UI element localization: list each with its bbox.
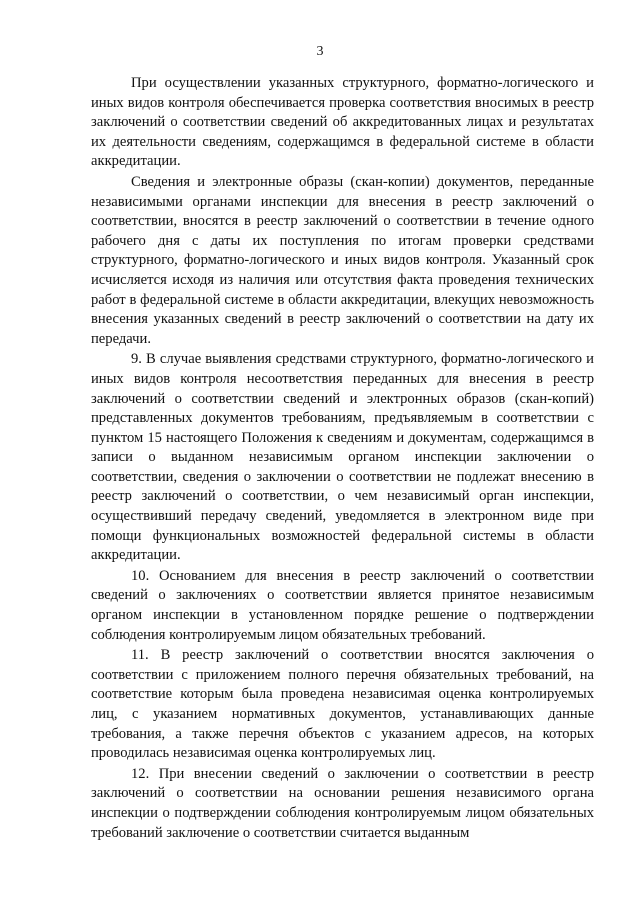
paragraph-clause-9: 9. В случае выявления средствами структурного, форматно-логического и иных видов контроля несоответствия переданных для внесения в реестр заключений о соответствии сведений и электронных образов (скан-копий) представленных документов требованиям, предъявляемым в соответствии с пунктом 15 настоящего Положения к сведениям и документам, содержащимся в записи о выданном независимым органом инспекции заключении о соответствии, сведения о заключении о соответствии не подлежат внесению в реестр заключений о соответствии, о чем независимый орган инспекции, осуществивший передачу сведений, уведомляется в электронном виде при помощи функциональных возможностей федеральной системы в области аккредитации.: [91, 351, 594, 564]
paragraph-clause-11: 11. В реестр заключений о соответствии вносятся заключения о соответствии с приложением полного перечня обязательных требований, на соответствие которым была проведена независимая оценка контролируемых лиц, с указанием нормативных документов, устанавливающих данные требования, а также перечня объектов с указанием адресов, на которых проводилась независимая оценка контролируемых лиц.: [91, 647, 594, 762]
paragraph-submission-deadline: Сведения и электронные образы (скан-копии) документов, переданные независимыми органами инспекции для внесения в реестр заключений о соответствии, вносятся в реестр заключений о соответствии в течение одного рабочего дня с даты их поступления по итогам проверки средствами структурного, форматно-логического и иных видов контроля. Указанный срок исчисляется исходя из наличия или отсутствия факта проведения технических работ в федеральной системе в области аккредитации, влекущих невозможность внесения указанных сведений в реестр заключений о соответствии на дату их передачи.: [91, 173, 594, 347]
paragraph-clause-10: 10. Основанием для внесения в реестр заключений о соответствии сведений о заключениях о соответствии является принятое независимым органом инспекции в установленном порядке решение о подтверждении соблюдения контролируемым лицом обязательных требований.: [91, 567, 594, 643]
paragraph-control-verification: При осуществлении указанных структурного, форматно-логического и иных видов контроля обеспечивается проверка соответствия вносимых в реестр заключений о соответствии сведений об аккредитованных лицах и результатах их деятельности сведениям, содержащимся в федеральной системе в области аккредитации.: [91, 75, 594, 170]
page-number: 3: [316, 44, 324, 59]
document-body: [91, 74, 594, 843]
paragraph-clause-12: 12. При внесении сведений о заключении о соответствии в реестр заключений о соответствии на основании решения независимого органа инспекции о подтверждении соблюдения контролируемым лицом обязательных требований заключение о соответствии считается выданным: [91, 765, 594, 841]
